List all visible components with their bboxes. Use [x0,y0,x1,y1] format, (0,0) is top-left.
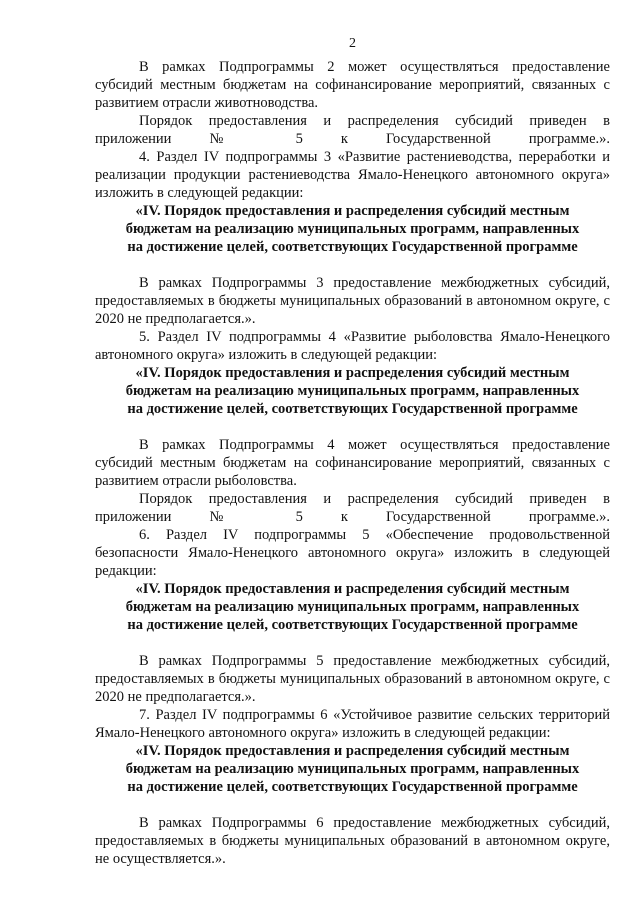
paragraph-item-4: 4. Раздел IV подпрограммы 3 «Развитие растениеводства, переработки и реализации продукции растениеводства Ямало-Ненецкого автономного округа» изложить в следующей редакции: [95,149,610,201]
paragraph-subprogram-4-subsidies: В рамках Подпрограммы 4 может осуществляться предоставление субсидий местным бюджетам на софинансирование мероприятий, связанных с развитием отрасли рыболовства. [95,437,610,489]
heading-line: бюджетам на реализацию муниципальных программ, направленных [125,383,580,399]
heading-line: на достижение целей, соответствующих Государственной программе [127,239,578,255]
heading-line: бюджетам на реализацию муниципальных программ, направленных [125,221,580,237]
heading-line: бюджетам на реализацию муниципальных программ, направленных [125,599,580,615]
section-heading-iv [95,364,610,418]
paragraph-item-5: 5. Раздел IV подпрограммы 4 «Развитие рыболовства Ямало-Ненецкого автономного округа» изложить в следующей редакции: [95,329,610,363]
heading-line: бюджетам на реализацию муниципальных программ, направленных [125,761,580,777]
heading-line: «IV. Порядок предоставления и распределения субсидий местным [135,581,570,597]
heading-line: на достижение целей, соответствующих Государственной программе [127,617,578,633]
section-heading-iv [95,580,610,634]
paragraph-item-6: 6. Раздел IV подпрограммы 5 «Обеспечение продовольственной безопасности Ямало-Ненецкого автономного округа» изложить в следующей редакции: [95,527,610,579]
page-number: 2 [349,36,356,51]
paragraph-subprogram-4-procedure: Порядок предоставления и распределения субсидий приведен в приложении № 5 к Государственной программе.». [95,491,610,525]
paragraph-subprogram-2-procedure: Порядок предоставления и распределения субсидий приведен в приложении № 5 к Государственной программе.». [95,113,610,147]
heading-line: «IV. Порядок предоставления и распределения субсидий местным [135,365,570,381]
paragraph-item-7: 7. Раздел IV подпрограммы 6 «Устойчивое развитие сельских территорий Ямало-Ненецкого автономного округа» изложить в следующей редакции: [95,707,610,741]
paragraph-subprogram-3-subsidies: В рамках Подпрограммы 3 предоставление межбюджетных субсидий, предоставляемых в бюджеты муниципальных образований в автономном округе, с 2020 не предполагается.». [95,275,610,327]
heading-line: «IV. Порядок предоставления и распределения субсидий местным [135,743,570,759]
section-heading-iv [95,202,610,256]
section-heading-iv [95,742,610,796]
paragraph-subprogram-2-subsidies: В рамках Подпрограммы 2 может осуществляться предоставление субсидий местным бюджетам на софинансирование мероприятий, связанных с развитием отрасли животноводства. [95,59,610,111]
paragraph-subprogram-6-subsidies: В рамках Подпрограммы 6 предоставление межбюджетных субсидий, предоставляемых в бюджеты муниципальных образований в автономном округе, не осуществляется.». [95,815,610,867]
heading-line: на достижение целей, соответствующих Государственной программе [127,401,578,417]
paragraph-subprogram-5-subsidies: В рамках Подпрограммы 5 предоставление межбюджетных субсидий, предоставляемых в бюджеты муниципальных образований в автономном округе, с 2020 не предполагается.». [95,653,610,705]
heading-line: «IV. Порядок предоставления и распределения субсидий местным [135,203,570,219]
heading-line: на достижение целей, соответствующих Государственной программе [127,779,578,795]
